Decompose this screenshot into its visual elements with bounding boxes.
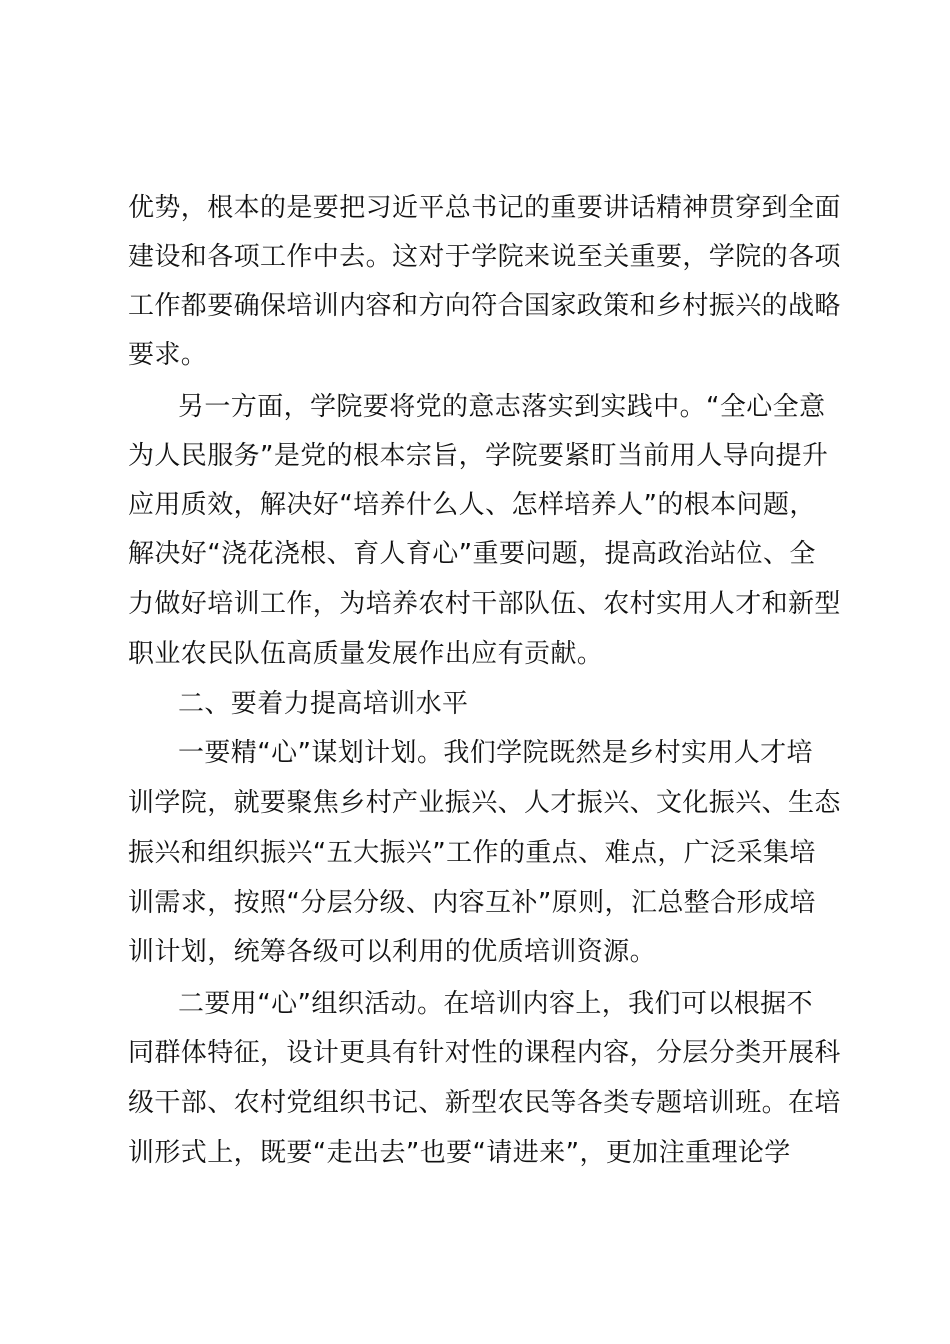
text-line: 训计划，统筹各级可以利用的优质培训资源。 [128,937,657,967]
text-line: 工作都要确保培训内容和方向符合国家政策和乡村振兴的战略 [128,291,841,321]
text-line: 建设和各项工作中去。这对于学院来说至关重要，学院的各项 [128,242,841,272]
text-line: 级干部、农村党组织书记、新型农民等各类专题培训班。在培 [128,1088,841,1118]
text-line: 解决好“浇花浇根、育人育心”重要问题，提高政治站位、全 [128,539,816,569]
section-heading: 二、要着力提高培训水平 [178,689,469,719]
text-line: 训形式上，既要“走出去”也要“请进来”，更加注重理论学 [128,1138,791,1168]
text-line: 训学院，就要聚焦乡村产业振兴、人才振兴、文化振兴、生态 [128,788,841,818]
text-line: 训需求，按照“分层分级、内容互补”原则，汇总整合形成培 [128,888,816,918]
text-line: 应用质效，解决好“培养什么人、怎样培养人”的根本问题， [128,490,816,520]
paragraph-first-line: 另一方面，学院要将党的意志落实到实践中。“全心全意 [178,392,826,422]
text-line: 职业农民队伍高质量发展作出应有贡献。 [128,639,604,669]
text-line: 力做好培训工作，为培养农村干部队伍、农村实用人才和新型 [128,589,841,619]
text-line: 为人民服务”是党的根本宗旨，学院要紧盯当前用人导向提升 [128,441,829,471]
paragraph-first-line: 一要精“心”谋划计划。我们学院既然是乡村实用人才培 [178,738,813,768]
text-line: 同群体特征，设计更具有针对性的课程内容，分层分类开展科 [128,1038,841,1068]
paragraph-first-line: 二要用“心”组织活动。在培训内容上，我们可以根据不 [178,989,813,1019]
text-line: 要求。 [128,340,208,370]
text-line: 振兴和组织振兴“五大振兴”工作的重点、难点，广泛采集培 [128,838,816,868]
text-line: 优势，根本的是要把习近平总书记的重要讲话精神贯穿到全面 [128,193,841,223]
